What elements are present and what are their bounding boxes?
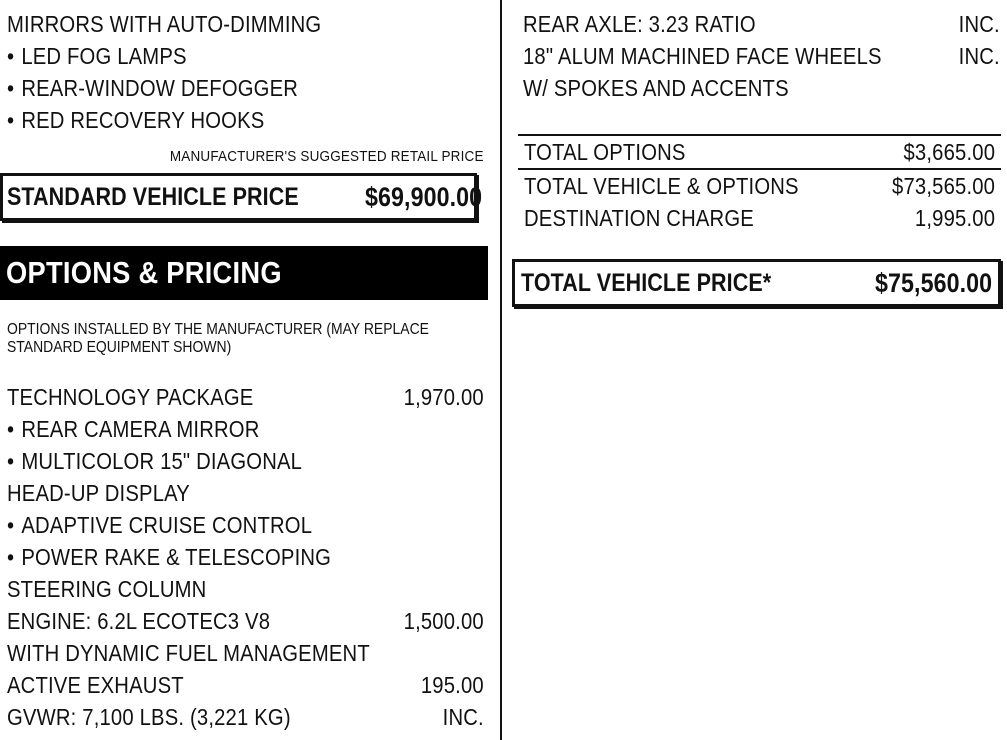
- option-row: [7, 573, 484, 605]
- destination-amount: 1,995.00: [914, 205, 995, 231]
- option-name: HEAD-UP DISPLAY: [7, 480, 190, 506]
- option-name: REAR AXLE: 3.23 RATIO: [523, 11, 756, 37]
- option-name: • REAR CAMERA MIRROR: [7, 413, 260, 445]
- total-options-label: TOTAL OPTIONS: [524, 139, 686, 165]
- option-amount: 195.00: [420, 672, 484, 698]
- option-name: TECHNOLOGY PACKAGE: [7, 384, 254, 410]
- option-row: [7, 413, 484, 445]
- list-item: • RED RECOVERY HOOKS: [7, 104, 485, 136]
- destination-row: [518, 202, 1001, 234]
- list-item: • REAR-WINDOW DEFOGGER: [7, 72, 485, 104]
- options-header-text: OPTIONS & PRICING: [6, 255, 282, 290]
- option-name: 18" ALUM MACHINED FACE WHEELS: [523, 43, 882, 69]
- option-amount: INC.: [958, 43, 1000, 69]
- column-divider: [500, 0, 502, 740]
- option-row: [7, 509, 484, 541]
- option-name: STEERING COLUMN: [7, 576, 207, 602]
- option-name: ACTIVE EXHAUST: [7, 672, 184, 698]
- option-name: • MULTICOLOR 15" DIAGONAL: [7, 445, 302, 477]
- left-column: [0, 0, 488, 740]
- total-options-row: [518, 136, 1001, 168]
- option-name: ENGINE: 6.2L ECOTEC3 V8: [7, 608, 271, 634]
- option-row: [7, 637, 484, 669]
- destination-label: DESTINATION CHARGE: [524, 205, 754, 231]
- total-price-amount: $75,560.00: [874, 267, 992, 298]
- option-row: [7, 701, 484, 733]
- totals-section: [518, 134, 1001, 234]
- option-row: [523, 40, 1000, 72]
- total-vehicle-options-label: TOTAL VEHICLE & OPTIONS: [524, 173, 799, 199]
- standard-price-amount: $69,900.00: [365, 181, 483, 212]
- option-name: GVWR: 7,100 LBS. (3,221 KG): [7, 704, 291, 730]
- list-item: MIRRORS WITH AUTO-DIMMING: [7, 11, 322, 37]
- option-row: [7, 381, 484, 413]
- option-row: [523, 72, 1000, 104]
- total-price-box: [512, 259, 1001, 307]
- option-row: [7, 445, 484, 477]
- options-list: [7, 381, 484, 733]
- total-vehicle-options-amount: $73,565.00: [891, 173, 995, 199]
- option-amount: 1,970.00: [403, 384, 484, 410]
- msrp-label: MANUFACTURER'S SUGGESTED RETAIL PRICE: [170, 148, 484, 165]
- option-name: • ADAPTIVE CRUISE CONTROL: [7, 509, 312, 541]
- right-options-list: [523, 8, 1000, 104]
- option-row: [7, 477, 484, 509]
- standard-equipment-list: [7, 8, 485, 136]
- standard-price-label: STANDARD VEHICLE PRICE: [7, 182, 299, 211]
- total-vehicle-options-row: [518, 170, 1001, 202]
- options-header: [0, 246, 488, 300]
- standard-price-box: [0, 173, 483, 221]
- option-row: [523, 8, 1000, 40]
- option-row: [7, 541, 484, 573]
- option-name: • POWER RAKE & TELESCOPING: [7, 541, 331, 573]
- options-note: OPTIONS INSTALLED BY THE MANUFACTURER (MAY REPLACE STANDARD EQUIPMENT SHOWN): [7, 321, 429, 356]
- option-amount: INC.: [442, 704, 484, 730]
- option-amount: 1,500.00: [403, 608, 484, 634]
- option-amount: INC.: [958, 11, 1000, 37]
- list-item: • LED FOG LAMPS: [7, 40, 485, 72]
- option-row: [7, 605, 484, 637]
- total-options-amount: $3,665.00: [903, 139, 995, 165]
- total-price-label: TOTAL VEHICLE PRICE*: [521, 268, 772, 297]
- option-name: WITH DYNAMIC FUEL MANAGEMENT: [7, 640, 370, 666]
- option-name: W/ SPOKES AND ACCENTS: [523, 75, 789, 101]
- option-row: [7, 669, 484, 701]
- right-column: [506, 0, 1007, 740]
